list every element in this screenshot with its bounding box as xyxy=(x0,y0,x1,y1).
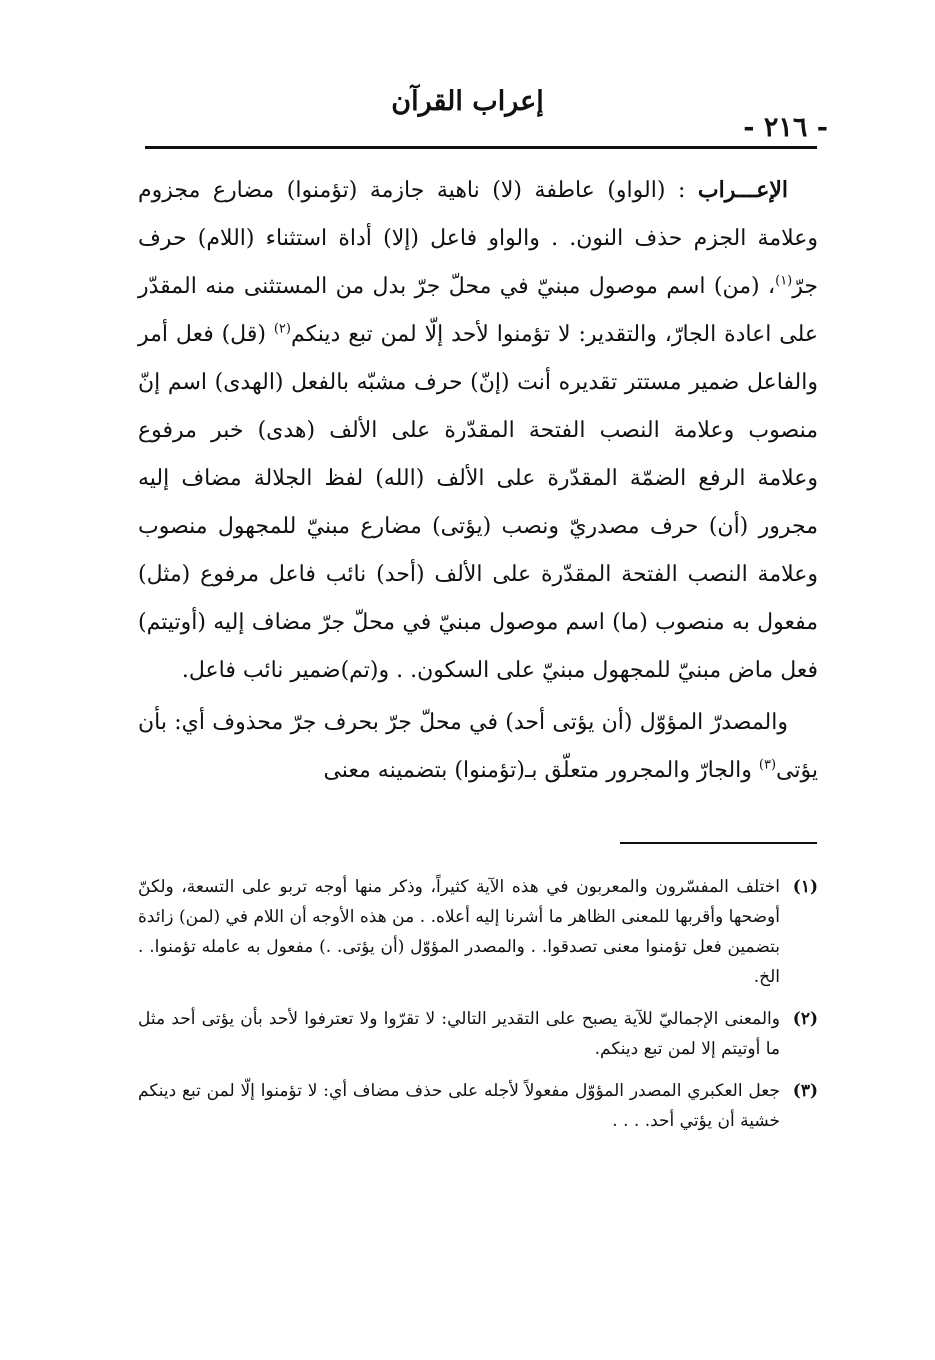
footnotes xyxy=(138,872,818,1148)
footnote-text: اختلف المفسّرون والمعربون في هذه الآية كثيراً، وذكر منها أوجه تربو على التسعة، ولكنّ أوضحها وأقربها للمعنى الظاهر ما أشرنا إليه أعلاه. . من هذه الأوجه أن اللام في (لمن) زائدة بتضمين فعل تؤمنوا معنى تصدقوا. . والمصدر المؤوّل (أن يؤتى. .) مفعول به عامله تؤمنوا. . الخ. xyxy=(138,877,780,987)
footnote-ref[interactable]: (٣) xyxy=(758,757,777,773)
footnote xyxy=(138,1076,818,1136)
footnote xyxy=(138,1004,818,1064)
paragraph-text: : (الواو) عاطفة (لا) ناهية جازمة (تؤمنوا) مضارع مجزوم وعلامة الجزم حذف النون. . والواو فاعل (إلا) أداة استثناء (اللام) حرف جرّ xyxy=(138,178,818,299)
footnote-rule xyxy=(620,842,817,844)
running-title: إعراب القرآن xyxy=(391,86,544,117)
paragraph xyxy=(138,166,818,695)
paragraph-text: والجارّ والمجرور متعلّق بـ(تؤمنوا) بتضمينه معنى xyxy=(323,758,759,783)
page-number: - ٢١٦ - xyxy=(743,112,828,143)
footnote-number: (١) xyxy=(792,877,818,897)
paragraph-text: ، (من) اسم موصول مبنيّ في محلّ جرّ بدل من المستثنى منه المقدّر على اعادة الجارّ، والتقدير: لا تؤمنوا لأحد إلّا لمن تبع دينكم xyxy=(138,274,818,347)
paragraph xyxy=(138,699,818,795)
footnote-number: (٣) xyxy=(792,1081,818,1101)
footnote-text: والمعنى الإجماليّ للآية يصبح على التقدير التالي: لا تقرّوا ولا تعترفوا لأحد بأن يؤتى أحد مثل ما أوتيتم إلا لمن تبع دينكم. xyxy=(138,1009,780,1059)
footnote-number: (٢) xyxy=(792,1009,818,1029)
footnote-ref[interactable]: (٢) xyxy=(273,321,291,337)
footnote xyxy=(138,872,818,992)
footnote-text: جعل العكبري المصدر المؤوّل مفعولاً لأجله على حذف مضاف أي: لا تؤمنوا إلّا لمن تبع دينكم خشية أن يؤتي أحد. . . . xyxy=(138,1081,780,1131)
paragraph-text: والمصدرّ المؤوّل (أن يؤتى أحد) في محلّ جرّ بحرف جرّ محذوف أي: بأن يؤتى xyxy=(138,710,818,783)
lead-term: الإعـــراب xyxy=(697,177,788,203)
footnote-ref[interactable]: (١) xyxy=(775,273,793,289)
header-rule xyxy=(145,146,817,149)
paragraph-text: (قل) فعل أمر والفاعل ضمير مستتر تقديره أنت (إنّ) حرف مشبّه بالفعل (الهدى) اسم إنّ منصوب وعلامة النصب الفتحة المقدّرة على الألف (هدى) خبر مرفوع وعلامة الرفع الضمّة المقدّرة على الألف (الله) لفظ الجلالة مضاف إليه مجرور (أن) حرف مصدريّ ونصب (يؤتى) مضارع مبنيّ للمجهول منصوب وعلامة النصب الفتحة المقدّرة على الألف (أحد) نائب فاعل مرفوع (مثل) مفعول به منصوب (ما) اسم موصول مبنيّ في محلّ جرّ مضاف إليه (أوتيتم) فعل ماض مبنيّ للمجهول مبنيّ على السكون. . و(تم)ضمير نائب فاعل. xyxy=(138,322,818,683)
main-text xyxy=(138,166,818,795)
